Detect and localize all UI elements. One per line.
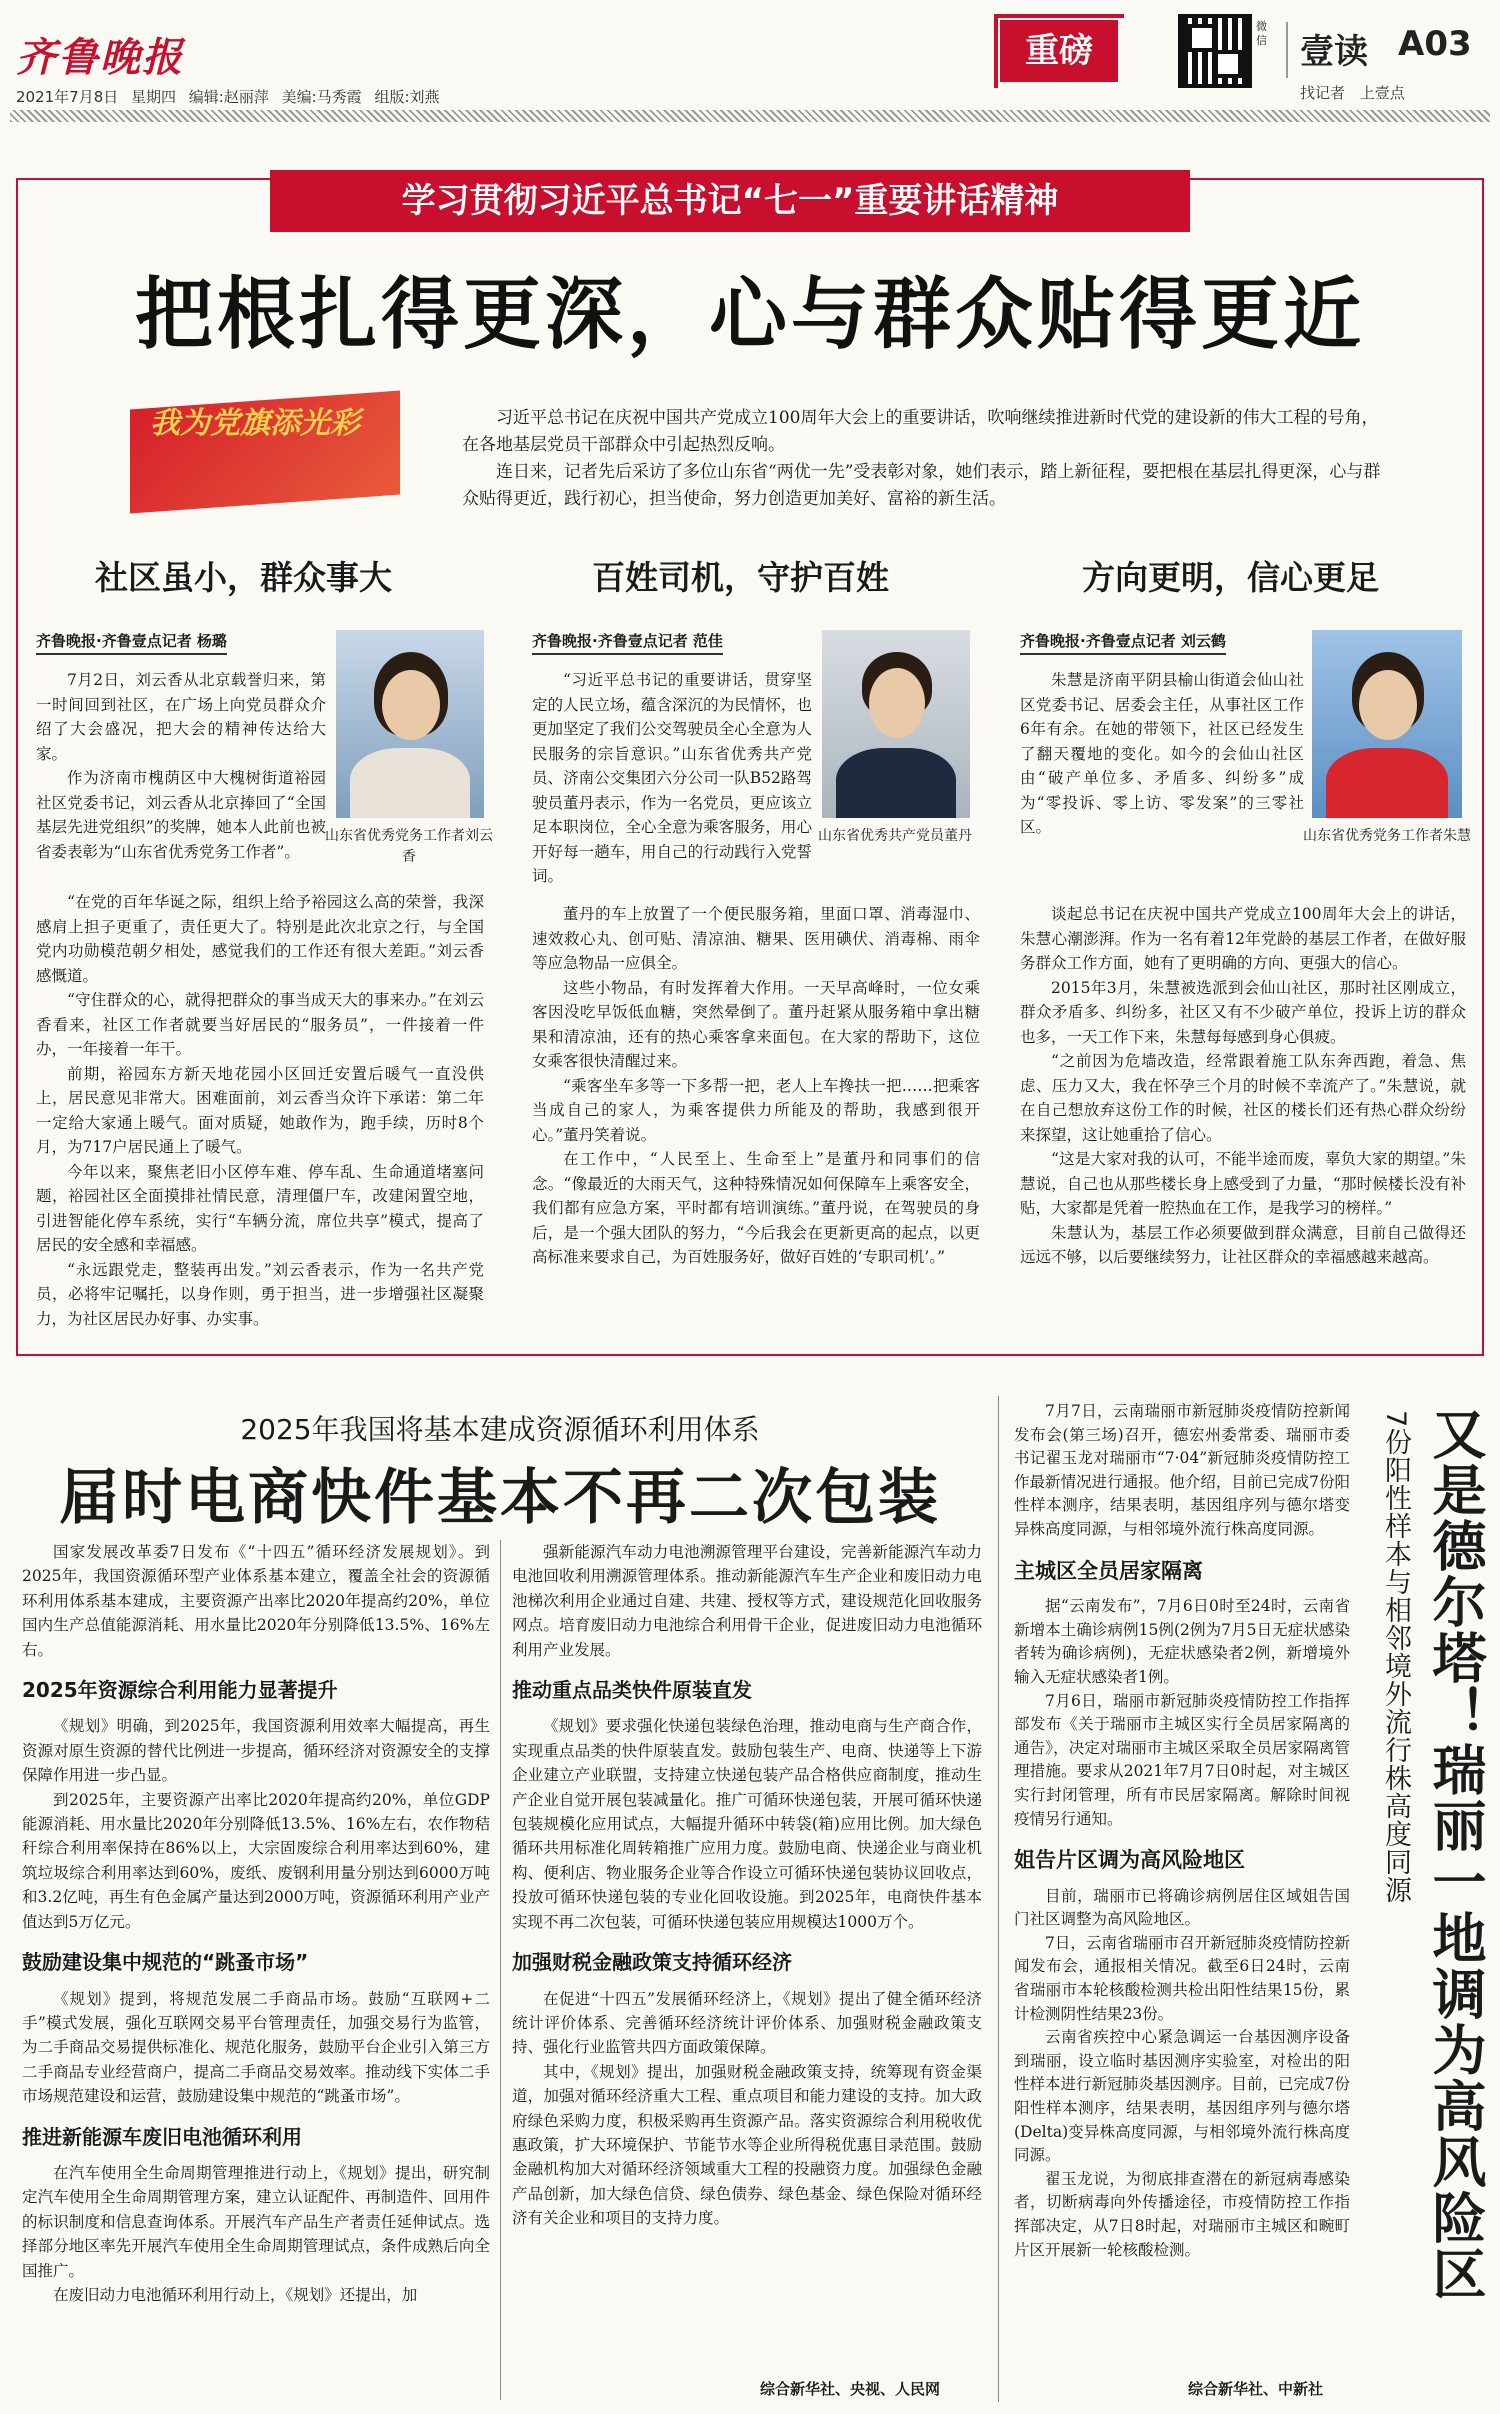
paragraph: 作为济南市槐荫区中大槐树街道裕园社区党委书记，刘云香从北京捧回了“全国基层先进党组织”的奖牌，她本人此前也被省委表彰为“山东省优秀党务工作者”。 [36,769,326,861]
paragraph: 前期，裕园东方新天地花园小区回迁安置后暖气一直没供上，居民意见非常大。困难面前，刘云香当众许下承诺：第二年一定给大家通上暖气。面对质疑，她敢作为，跑手续，历时8个月，为717户居民通上了暖气。 [36,1064,484,1156]
paragraph: 《规划》明确，到2025年，我国资源利用效率大幅提高，再生资源对原生资源的替代比例进一步提高，循环经济对资源安全的支撑保障作用进一步凸显。 [22,1717,490,1785]
paragraph: “习近平总书记的重要讲话，贯穿坚定的人民立场，蕴含深沉的为民情怀，也更加坚定了我们公交驾驶员全心全意为人民服务的宗旨意识。”山东省优秀共产党员、济南公交集团六分公司一队B52路驾驶员董丹表示，作为一名党员，更应该立足本职岗位，全心全意为乘客服务，用心开好每一趟车，用自己的行动践行入党誓词。 [532,671,812,885]
portrait-photo-zhu-hui [1312,630,1462,818]
paragraph: “守住群众的心，就得把群众的事当成天大的事来办。”在刘云香看来，社区工作者就要当好居民的“服务员”，一件接着一件办，一年接着一年干。 [36,991,484,1058]
covid-subhead: 7份阳性样本与相邻境外流行株高度同源 [1380,1410,1411,1905]
section-subhead: 主城区全员居家隔离 [1014,1558,1203,1583]
economy-headline: 届时电商快件基本不再二次包装 [59,1463,941,1533]
article-3-byline: 齐鲁晚报·齐鲁壹点记者 刘云鹤 [1020,630,1226,655]
economy-column-2 [512,1540,982,2374]
qr-label: 微信 [1256,20,1267,47]
covid-source: 综合新华社、中新社 [1188,2380,1324,2398]
issue-meta: 2021年7月8日 星期四 编辑:赵丽萍 美编:马秀霞 组版:刘燕 [16,88,440,106]
section-subhead: 鼓励建设集中规范的“跳蚤市场” [22,1950,309,1975]
qr-code-icon [1178,14,1252,88]
column-name: 壹读 [1300,32,1368,72]
section-subhead: 推动重点品类快件原装直发 [512,1678,752,1703]
paragraph: 董丹的车上放置了一个便民服务箱，里面口罩、消毒湿巾、速效救心丸、创可贴、清凉油、糖果、医用碘伏、消毒棉、雨伞等应急物品一应俱全。 [532,905,980,972]
paragraph: 《规划》要求强化快递包装绿色治理，推动电商与生产商合作，实现重点品类的快件原装直发。鼓励包装生产、电商、快递等上下游企业建立产业联盟，支持建立快递包装产品合格供应商制度，推动生产企业自觉开展包装减量化。推广可循环快递包装，开展可循环快递包装规模化应用试点，大幅提升循环中转袋(箱)应用比例。加大绿色循环共用标准化周转箱推广应用力度。鼓励电商、快递企业与商业机构、便利店、物业服务企业等合作设立可循环快递包装协议回收点，投放可循环快递包装的专业化回收设施。到2025年，电商快件基本实现不再二次包装，可循环快递包装应用规模达1000万个。 [512,1717,982,1931]
article-1-body [36,890,484,1336]
paragraph: 目前，瑞丽市已将确诊病例居住区域姐告国门社区调整为高风险地区。 [1014,1886,1350,1929]
section-subhead: 推进新能源车废旧电池循环利用 [22,2124,302,2149]
paragraph: 翟玉龙说，为彻底排查潜在的新冠病毒感染者，切断病毒向外传播途径，市疫情防控工作指挥部决定，从7日8时起，对瑞丽市主城区和畹町片区开展新一轮核酸检测。 [1014,2169,1350,2259]
article-2-body [532,902,980,1336]
paragraph: 国家发展改革委7日发布《“十四五”循环经济发展规划》。到2025年，我国资源循环型产业体系基本建立，覆盖全社会的资源循环利用体系基本建成，主要资源产出率比2020年提高约20%，单位国内生产总值能源消耗、用水量比2020年分别降低13.5%、16%左右。 [22,1543,490,1659]
article-3-subhead: 方向更明，信心更足 [1082,558,1379,597]
article-2-subhead: 百姓司机，守护百姓 [592,558,889,597]
paragraph: 今年以来，聚焦老旧小区停车难、停车乱、生命通道堵塞问题，裕园社区全面摸排社情民意，清理僵尸车，改建闲置空地，引进智能化停车系统，实行“车辆分流，席位共享”模式，提高了居民的安全感和幸福感。 [36,1162,484,1254]
column-divider [500,1540,501,2400]
masthead [0,0,1500,118]
section-label: 重磅 [1000,20,1118,82]
paragraph: “乘客坐车多等一下多帮一把，老人上车搀扶一把……把乘客当成自己的家人，为乘客提供力所能及的帮助，我感到很开心。”董丹笑着说。 [532,1076,980,1144]
article-2-byline: 齐鲁晚报·齐鲁壹点记者 范佳 [532,630,723,655]
paragraph: 在促进“十四五”发展循环经济上，《规划》提出了健全循环经济统计评价体系、完善循环经济统计评价体系、加强财税金融政策支持、强化行业监管共四方面政策保障。 [512,1989,982,2057]
lede-paragraph: 习近平总书记在庆祝中国共产党成立100周年大会上的重要讲话，吹响继续推进新时代党的建设新的伟大工程的号角，在各地基层党员干部群众中引起热烈反响。 [462,408,1379,455]
article-1-caption: 山东省优秀党务工作者刘云香 [325,828,493,865]
article-1-top-text [36,668,326,928]
portrait-photo-dong-dan [822,630,970,818]
article-1-byline: 齐鲁晚报·齐鲁壹点记者 杨璐 [36,630,227,655]
paragraph: 7月2日，刘云香从北京载誉归来，第一时间回到社区，在广场上向党员群众介绍了大会盛况，把大会的精神传达给大家。 [36,671,326,763]
paragraph: 强新能源汽车动力电池溯源管理平台建设，完善新能源汽车动力电池回收利用溯源管理体系。推动新能源汽车生产企业和废旧动力电池梯次利用企业通过自建、共建、授权等方式，建设规范化回收服务网点。培育废旧动力电池综合利用骨干企业，促进废旧动力电池循环利用产业发展。 [512,1543,982,1659]
feature-headline: 把根扎得更深，心与群众贴得更近 [134,270,1365,360]
page-number: A03 [1398,24,1472,64]
section-subhead: 加强财税金融政策支持循环经济 [512,1950,792,1975]
section-subhead: 姐告片区调为高风险地区 [1014,1848,1245,1873]
flag-banner-text: 我为党旗添光彩 [150,406,360,441]
article-3-caption: 山东省优秀党务工作者朱慧 [1303,828,1471,844]
reporter-slogan: 找记者 上壹点 [1300,84,1405,102]
section-divider [998,1396,999,2402]
paragraph: “在党的百年华诞之际，组织上给予裕园这么高的荣誉，我深感肩上担子更重了，责任更大了。特别是此次北京之行，与全国党内功勋模范朝夕相处，感觉我们的工作还有很大差距。”刘云香感慨道。 [36,893,484,985]
article-2-caption: 山东省优秀共产党员董丹 [818,828,972,844]
article-3-body [1020,902,1466,1336]
feature-lede [462,405,1392,513]
masthead-rule [10,110,1490,122]
paragraph: 到2025年，主要资源产出率比2020年提高约20%，单位GDP能源消耗、用水量比2020年分别降低13.5%、16%左右，农作物秸秆综合利用率保持在86%以上，大宗固废综合利用率达到60%，建筑垃圾综合利用率达到60%，废纸、废钢利用量分别达到6000万吨和3.2亿吨，再生有色金属产量达到2000万吨，资源循环利用产业产值达到5万亿元。 [22,1790,490,1931]
paragraph: 朱慧认为，基层工作必须要做到群众满意，目前自己做得还远远不够，以后要继续努力，让社区群众的幸福感越来越高。 [1020,1223,1466,1266]
covid-body [1014,1400,1350,2390]
newspaper-logo: 齐鲁晚报 [16,34,184,81]
paragraph: 其中，《规划》提出，加强财税金融政策支持，统筹现有资金渠道，加强对循环经济重大工程、重点项目和能力建设的支持。加大政府绿色采购力度，积极采购再生资源产品。落实资源综合利用税收优惠政策，扩大环境保护、节能节水等企业所得税优惠目录范围。鼓励金融机构加大对循环经济领域重大工程的投融资力度。加强绿色金融产品创新，加大绿色信贷、绿色债券、绿色基金、绿色保险对循环经济有关企业和项目的支持力度。 [512,2062,982,2228]
paragraph: 7日，云南省瑞丽市召开新冠肺炎疫情防控新闻发布会，通报相关情况。截至6日24时，云南省瑞丽市本轮核酸检测共检出阳性结果15份，累计检测阴性结果23份。 [1014,1933,1350,2023]
paragraph: “永远跟党走，整装再出发。”刘云香表示，作为一名共产党员，必将牢记嘱托，以身作则，勇于担当，进一步增强社区凝聚力，为社区居民办好事、办实事。 [36,1260,484,1328]
paragraph: 7月6日，瑞丽市新冠肺炎疫情防控工作指挥部发布《关于瑞丽市主城区实行全员居家隔离的通告》，决定对瑞丽市主城区采取全员居家隔离管理措施。要求从2021年7月7日0时起，对主城区实行封闭管理，所有市民居家隔离。解除时间视疫情另行通知。 [1014,1691,1350,1828]
covid-headline: 又是德尔塔！瑞丽一地调为高风险区 [1424,1406,1487,2302]
paragraph: 据“云南发布”，7月6日0时至24时，云南省新增本土确诊病例15例(2例为7月5日无症状感染者转为确诊病例)，无症状感染者2例，新增境外输入无症状感染者1例。 [1014,1597,1350,1686]
section-subhead: 2025年资源综合利用能力显著提升 [22,1678,338,1703]
economy-kicker: 2025年我国将基本建成资源循环利用体系 [240,1413,760,1446]
lede-paragraph: 连日来，记者先后采访了多位山东省“两优一先”受表彰对象，她们表示，踏上新征程，要把根在基层扎得更深，心与群众贴得更近，践行初心，担当使命，努力创造更加美好、富裕的新生活。 [462,462,1381,509]
paragraph: 《规划》提到，将规范发展二手商品市场。鼓励“互联网+二手”模式发展，强化互联网交易平台管理责任，加强交易行为监管，为二手商品交易提供标准化、规范化服务，鼓励平台企业引入第三方二手商品专业经营商户，提高二手商品交易效率。推动线下实体二手市场规范建设和运营，鼓励建设集中规范的“跳蚤市场”。 [22,1989,490,2106]
portrait-photo-liu-yunxiang [336,630,484,818]
paragraph: 在废旧动力电池循环利用行动上，《规划》还提出，加 [53,2285,418,2304]
paragraph: 2015年3月，朱慧被选派到会仙山社区，那时社区刚成立，群众矛盾多、纠纷多，社区又有不少破产单位，投诉上访的群众也多，一天工作下来，朱慧每每感到身心俱疲。 [1020,978,1466,1046]
paragraph: 在汽车使用全生命周期管理推进行动上，《规划》提出，研究制定汽车使用全生命周期管理方案，建立认证配件、再制造件、回用件的标识制度和信息查询体系。开展汽车产品生产者责任延伸试点。选择部分地区率先开展汽车使用全生命周期管理试点，条件成熟后向全国推广。 [22,2163,490,2280]
paragraph: “这是大家对我的认可，不能半途而废，辜负大家的期望。”朱慧说，自己也从那些楼长身上感受到了力量，“那时候楼长没有补贴，大家都是凭着一腔热血在工作，是我学习的榜样。” [1020,1150,1466,1217]
article-1-subhead: 社区虽小，群众事大 [95,558,392,597]
paragraph: 这些小物品，有时发挥着大作用。一天早高峰时，一位女乘客因没吃早饭低血糖，突然晕倒了。董丹赶紧从服务箱中拿出糖果和清凉油，还有的热心乘客拿来面包。在大家的帮助下，这位女乘客很快清醒过来。 [532,978,980,1070]
feature-kicker: 学习贯彻习近平总书记“七一”重要讲话精神 [270,170,1190,232]
economy-column-1 [22,1540,490,2402]
paragraph: 云南省疾控中心紧急调运一台基因测序设备到瑞丽，设立临时基因测序实验室，对检出的阳性样本进行新冠肺炎基因测序。目前，已完成7份阳性样本测序，结果表明，基因组序列与德尔塔(Delta)变异株高度同源，与相邻境外流行株高度同源。 [1014,2028,1350,2165]
paragraph: 谈起总书记在庆祝中国共产党成立100周年大会上的讲话，朱慧心潮澎湃。作为一名有着12年党龄的基层工作者，在做好服务群众工作方面，她有了更明确的方向、更强大的信心。 [1020,905,1466,972]
masthead-divider [1286,22,1288,78]
paragraph: 7月7日，云南瑞丽市新冠肺炎疫情防控新闻发布会(第三场)召开，德宏州委常委、瑞丽市委书记翟玉龙对瑞丽市“7·04”新冠肺炎疫情防控工作最新情况进行通报。他介绍，目前已完成7份阳性样本测序，结果表明，基因组序列与德尔塔变异株高度同源，与相邻境外流行株高度同源。 [1014,1402,1350,1538]
economy-source: 综合新华社、央视、人民网 [760,2380,941,2398]
paragraph: 朱慧是济南平阴县榆山街道会仙山社区党委书记、居委会主任，从事社区工作6年有余。在她的带领下，社区已经发生了翻天覆地的变化。如今的会仙山社区由“破产单位多、矛盾多、纠纷多”成为“零投诉、零上访、零发案”的三零社区。 [1020,671,1304,836]
paragraph: 在工作中，“人民至上、生命至上”是董丹和同事们的信念。“像最近的大雨天气，这种特殊情况如何保障车上乘客安全，我们都有应急方案，平时都有培训演练。”董丹说，在驾驶员的身后，是一个强大团队的努力，“今后我会在更新更高的起点，以更高标准来要求自己，为百姓服务好，做好百姓的‘专职司机’。” [532,1150,980,1266]
paragraph: “之前因为危墙改造，经常跟着施工队东奔西跑，着急、焦虑、压力又大，我在怀孕三个月的时候不幸流产了。”朱慧说，就在自己想放弃这份工作的时候，社区的楼长们还有热心群众纷纷来探望，这让她重拾了信心。 [1020,1052,1466,1144]
